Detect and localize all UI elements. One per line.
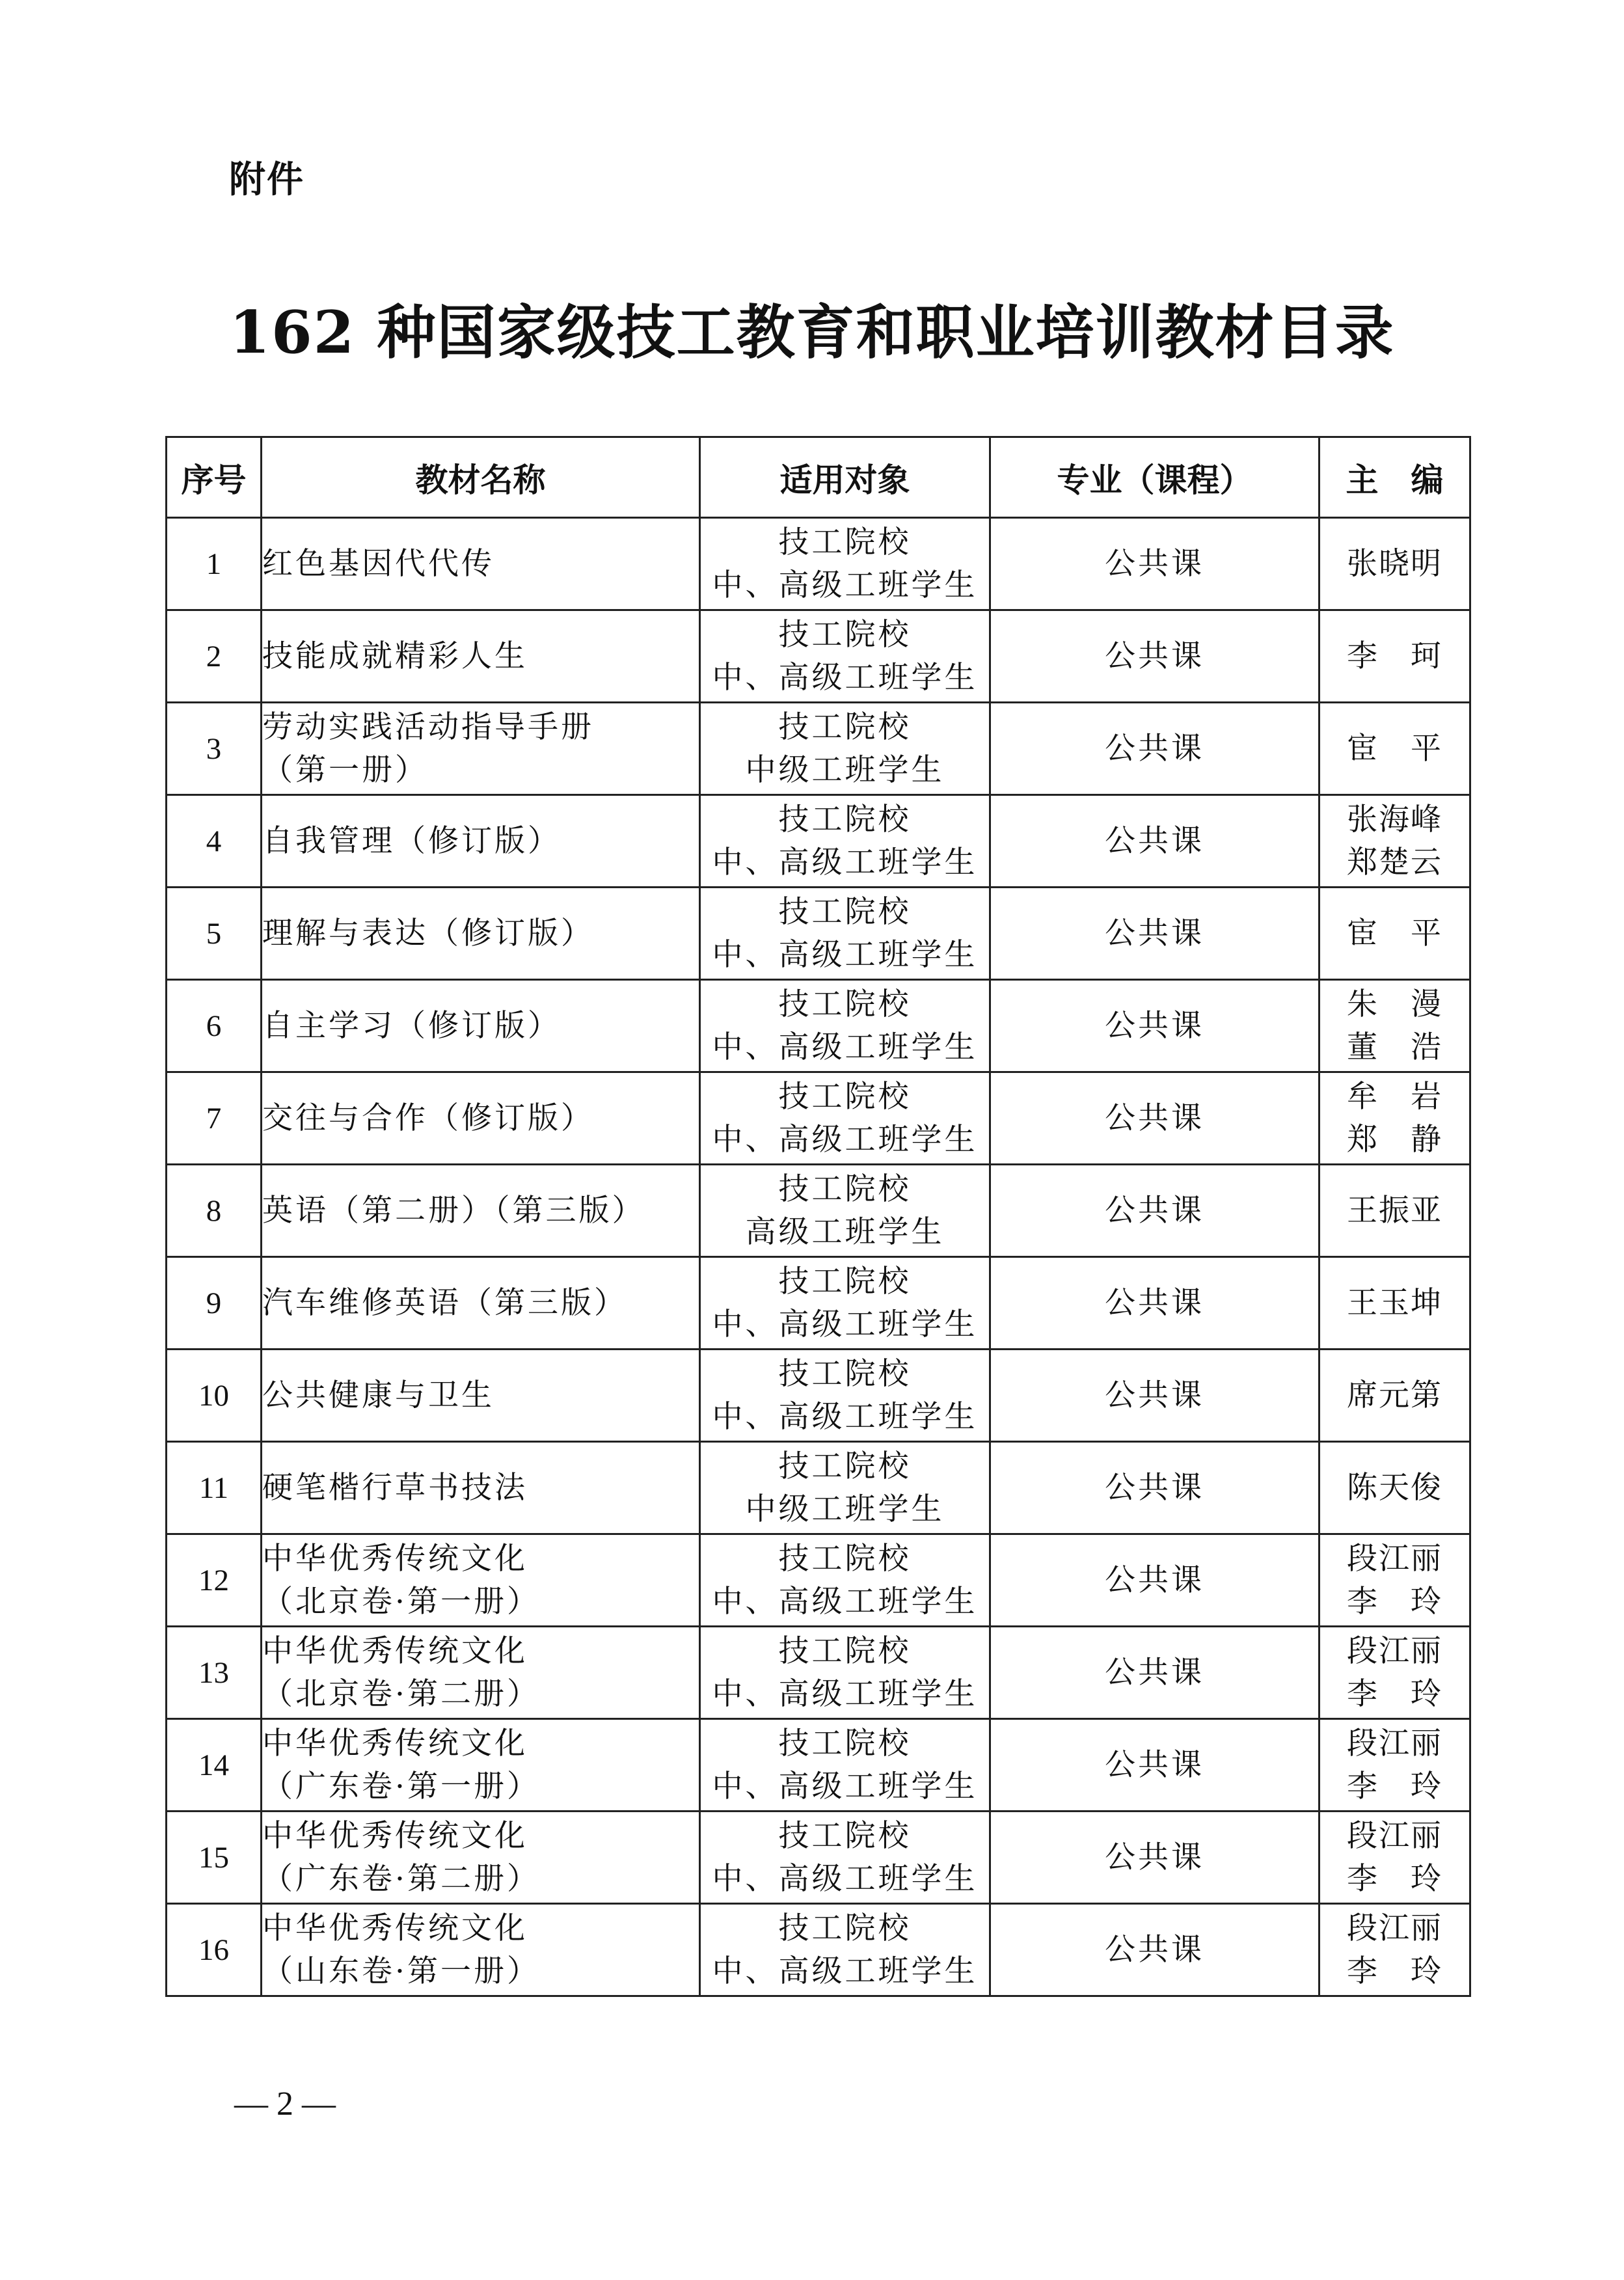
audience-line: 技工院校 [778,1448,912,1484]
cell-audience [700,610,990,703]
editor-line: 王玉坤 [1347,1284,1442,1321]
audience-line: 中、高级工班学生 [712,1121,978,1158]
cell-editor [1320,1719,1470,1812]
cell-editor [1320,518,1470,610]
cell-audience [700,518,990,610]
cell-no: 16 [167,1904,262,1996]
audience-line: 中级工班学生 [745,1491,945,1527]
editor-line: 李 玲 [1347,1583,1442,1620]
cell-name [262,795,700,888]
editor-line: 李 珂 [1347,638,1442,674]
cell-editor [1320,703,1470,795]
column-header-no: 序号 [167,437,262,518]
table-row [167,1534,1470,1627]
column-header-subject: 专业（课程） [990,437,1320,518]
cell-no: 9 [167,1257,262,1350]
editor-line: 郑 静 [1347,1121,1442,1158]
audience-line: 技工院校 [778,1817,912,1854]
editor-line: 郑楚云 [1347,844,1442,880]
cell-subject: 公共课 [990,1719,1320,1812]
audience-line: 技工院校 [778,801,912,837]
cell-subject: 公共课 [990,1442,1320,1534]
editor-line: 王振亚 [1347,1192,1442,1228]
cell-no: 5 [167,888,262,980]
cell-subject: 公共课 [990,980,1320,1072]
cell-editor [1320,1072,1470,1165]
cell-subject: 公共课 [990,1627,1320,1719]
textbook-name-line: 英语（第二册）（第三版） [262,1192,645,1228]
cell-no: 14 [167,1719,262,1812]
editor-line: 牟 岩 [1347,1078,1442,1115]
cell-audience [700,703,990,795]
editor-line: 李 玲 [1347,1953,1442,1989]
page-number: — 2 — [234,2085,336,2123]
audience-line: 中级工班学生 [745,752,945,788]
editor-line: 段江丽 [1347,1910,1442,1946]
cell-subject: 公共课 [990,1350,1320,1442]
cell-editor [1320,1812,1470,1904]
audience-line: 中、高级工班学生 [712,1398,978,1435]
cell-no: 3 [167,703,262,795]
textbook-name-line: 理解与表达（修订版） [262,915,594,951]
cell-name [262,1904,700,1996]
textbook-name-line: 劳动实践活动指导手册 [262,709,594,745]
audience-line: 中、高级工班学生 [712,844,978,880]
cell-name [262,1627,700,1719]
table-row [167,980,1470,1072]
cell-editor [1320,1257,1470,1350]
cell-audience [700,1350,990,1442]
textbook-name-line: 交往与合作（修订版） [262,1100,594,1136]
table-row [167,888,1470,980]
annex-label: 附件 [229,159,304,201]
cell-audience [700,1812,990,1904]
cell-audience [700,1165,990,1257]
cell-no: 7 [167,1072,262,1165]
audience-line: 中、高级工班学生 [712,659,978,696]
editor-line: 董 浩 [1347,1029,1442,1065]
textbook-name-line: （第一册） [262,752,428,788]
cell-audience [700,1442,990,1534]
catalog-table [165,436,1471,1997]
table-row [167,1904,1470,1996]
cell-subject: 公共课 [990,1165,1320,1257]
table-row [167,1719,1470,1812]
cell-subject: 公共课 [990,795,1320,888]
cell-editor [1320,1165,1470,1257]
cell-no: 15 [167,1812,262,1904]
textbook-name-line: 红色基因代代传 [262,545,494,582]
cell-audience [700,1534,990,1627]
textbook-name-line: 技能成就精彩人生 [262,638,528,674]
textbook-name-line: 中华优秀传统文化 [262,1633,528,1669]
cell-subject: 公共课 [990,703,1320,795]
audience-line: 中、高级工班学生 [712,1583,978,1620]
audience-line: 高级工班学生 [745,1214,945,1250]
table-row [167,1165,1470,1257]
cell-editor [1320,610,1470,703]
textbook-name-line: 中华优秀传统文化 [262,1910,528,1946]
table-row [167,1627,1470,1719]
textbook-name-line: 硬笔楷行草书技法 [262,1469,528,1506]
table-row [167,1442,1470,1534]
editor-line: 宦 平 [1347,915,1442,951]
cell-name [262,888,700,980]
audience-line: 技工院校 [778,1633,912,1669]
cell-name [262,1812,700,1904]
textbook-name-line: 中华优秀传统文化 [262,1725,528,1761]
cell-subject: 公共课 [990,610,1320,703]
table-row [167,518,1470,610]
table-row [167,1350,1470,1442]
audience-line: 中、高级工班学生 [712,936,978,973]
textbook-name-line: （北京卷·第一册） [262,1583,540,1620]
editor-line: 宦 平 [1347,730,1442,767]
editor-line: 张海峰 [1347,801,1442,837]
audience-line: 技工院校 [778,1540,912,1577]
column-header-name: 教材名称 [262,437,700,518]
cell-no: 11 [167,1442,262,1534]
audience-line: 技工院校 [778,1910,912,1946]
editor-line: 李 玲 [1347,1860,1442,1897]
table-row [167,1257,1470,1350]
audience-line: 技工院校 [778,524,912,560]
audience-line: 中、高级工班学生 [712,1860,978,1897]
cell-subject: 公共课 [990,1534,1320,1627]
cell-editor [1320,980,1470,1072]
table-row [167,795,1470,888]
table-row [167,703,1470,795]
cell-no: 12 [167,1534,262,1627]
editor-line: 段江丽 [1347,1817,1442,1854]
cell-name [262,980,700,1072]
audience-line: 技工院校 [778,893,912,930]
audience-line: 技工院校 [778,1078,912,1115]
audience-line: 技工院校 [778,709,912,745]
editor-line: 陈天俊 [1347,1469,1442,1506]
cell-subject: 公共课 [990,1904,1320,1996]
cell-name [262,518,700,610]
cell-name [262,1719,700,1812]
cell-editor [1320,1534,1470,1627]
table-row [167,1812,1470,1904]
editor-line: 段江丽 [1347,1725,1442,1761]
cell-editor [1320,795,1470,888]
cell-no: 10 [167,1350,262,1442]
cell-no: 2 [167,610,262,703]
cell-audience [700,888,990,980]
cell-audience [700,1904,990,1996]
cell-name [262,1350,700,1442]
cell-audience [700,980,990,1072]
column-header-audience: 适用对象 [700,437,990,518]
audience-line: 技工院校 [778,1725,912,1761]
cell-audience [700,795,990,888]
cell-subject: 公共课 [990,1812,1320,1904]
editor-line: 段江丽 [1347,1633,1442,1669]
cell-subject: 公共课 [990,888,1320,980]
editor-line: 李 玲 [1347,1768,1442,1804]
textbook-name-line: 中华优秀传统文化 [262,1540,528,1577]
audience-line: 中、高级工班学生 [712,1306,978,1342]
table-body [167,518,1470,1996]
textbook-name-line: 自我管理（修订版） [262,822,561,859]
textbook-name-line: （北京卷·第二册） [262,1676,540,1712]
audience-line: 中、高级工班学生 [712,1676,978,1712]
audience-line: 中、高级工班学生 [712,567,978,603]
cell-editor [1320,1442,1470,1534]
audience-line: 中、高级工班学生 [712,1953,978,1989]
textbook-name-line: （广东卷·第一册） [262,1768,540,1804]
audience-line: 技工院校 [778,986,912,1022]
cell-audience [700,1072,990,1165]
cell-audience [700,1627,990,1719]
table-row [167,1072,1470,1165]
cell-name [262,1257,700,1350]
table-header-row [167,437,1470,518]
column-header-editor: 主 编 [1320,437,1470,518]
audience-line: 技工院校 [778,1355,912,1392]
cell-audience [700,1257,990,1350]
cell-editor [1320,1627,1470,1719]
cell-name [262,1534,700,1627]
cell-no: 1 [167,518,262,610]
cell-name [262,1442,700,1534]
editor-line: 张晓明 [1347,545,1442,582]
cell-subject: 公共课 [990,1072,1320,1165]
cell-editor [1320,1904,1470,1996]
textbook-name-line: 公共健康与卫生 [262,1377,494,1413]
editor-line: 席元第 [1347,1377,1442,1413]
editor-line: 朱 漫 [1347,986,1442,1022]
textbook-name-line: 自主学习（修订版） [262,1007,561,1044]
cell-audience [700,1719,990,1812]
textbook-name-line: （广东卷·第二册） [262,1860,540,1897]
cell-no: 13 [167,1627,262,1719]
cell-name [262,703,700,795]
textbook-name-line: （山东卷·第一册） [262,1953,540,1989]
audience-line: 技工院校 [778,1263,912,1299]
table-row [167,610,1470,703]
cell-subject: 公共课 [990,1257,1320,1350]
audience-line: 中、高级工班学生 [712,1029,978,1065]
page-title: 162 种国家级技工教育和职业培训教材目录 [229,298,1395,367]
cell-editor [1320,888,1470,980]
editor-line: 段江丽 [1347,1540,1442,1577]
cell-editor [1320,1350,1470,1442]
audience-line: 技工院校 [778,1171,912,1207]
audience-line: 中、高级工班学生 [712,1768,978,1804]
editor-line: 李 玲 [1347,1676,1442,1712]
textbook-name-line: 汽车维修英语（第三版） [262,1284,627,1321]
cell-name [262,610,700,703]
cell-name [262,1165,700,1257]
cell-no: 6 [167,980,262,1072]
cell-no: 8 [167,1165,262,1257]
cell-subject: 公共课 [990,518,1320,610]
cell-no: 4 [167,795,262,888]
audience-line: 技工院校 [778,616,912,653]
cell-name [262,1072,700,1165]
textbook-name-line: 中华优秀传统文化 [262,1817,528,1854]
